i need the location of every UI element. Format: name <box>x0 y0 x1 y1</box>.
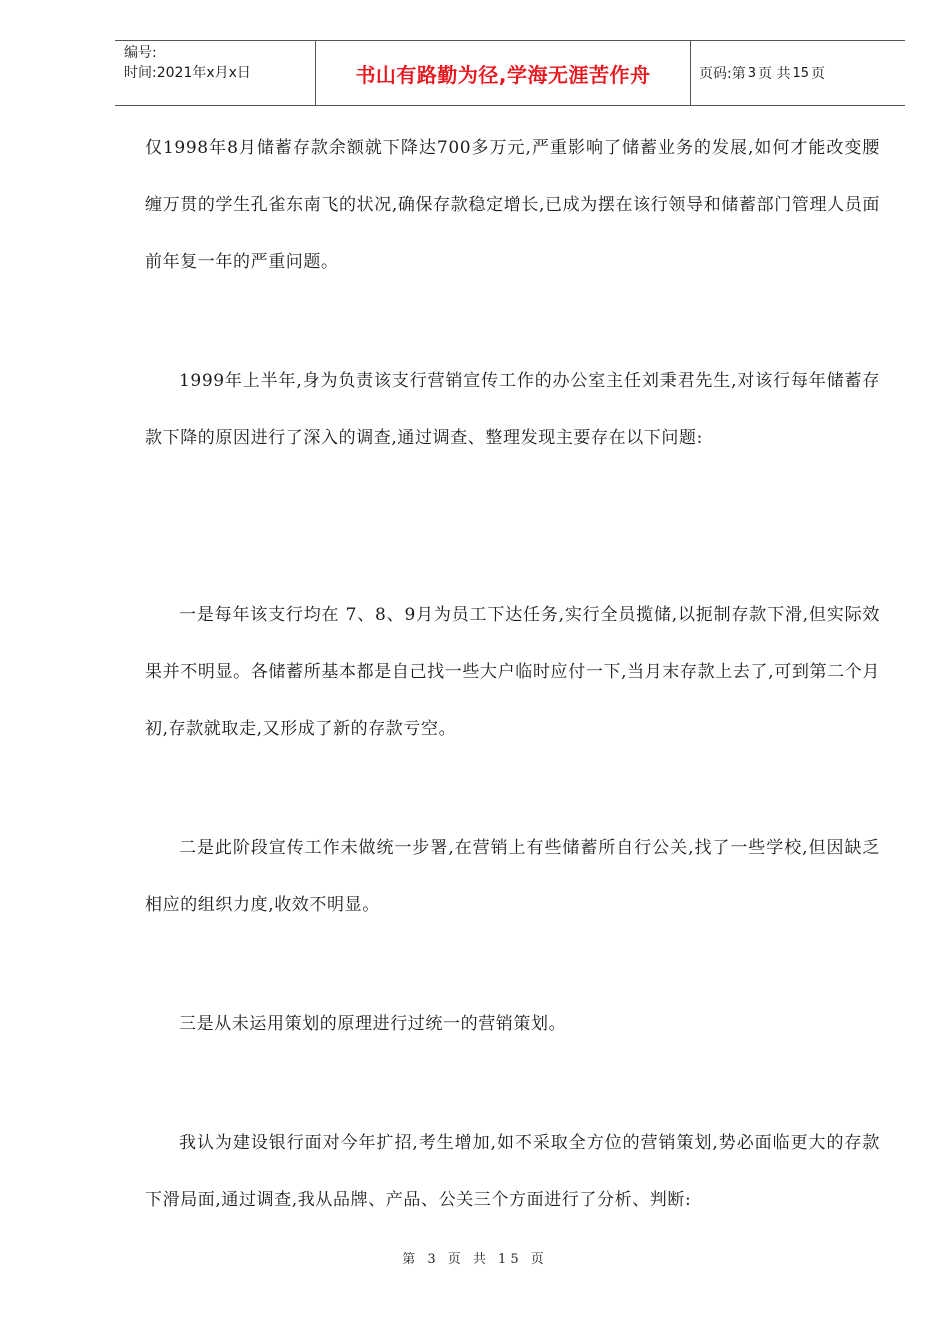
document-body <box>145 120 880 1229</box>
paragraph-6: 我认为建设银行面对今年扩招,考生增加,如不采取全方位的营销策划,势必面临更大的存款下滑局面,通过调查,我从品牌、产品、公关三个方面进行了分析、判断: <box>145 1133 880 1210</box>
page-total: 15 <box>792 65 809 81</box>
page-mid: 页 共 <box>758 66 791 82</box>
paragraph-1: 仅1998年8月储蓄存款余额就下降达700多万元,严重影响了储蓄业务的发展,如何才能改变腰缠万贯的学生孔雀东南飞的状况,确保存款稳定增长,已成为摆在该行领导和储蓄部门管理人员面前年复一年的严重问题。 <box>145 138 880 272</box>
page-footer: 第 3 页 共 15 页 <box>402 1252 548 1267</box>
paragraph-3: 一是每年该支行均在 7、8、9月为员工下达任务,实行全员揽储,以扼制存款下滑,但实际效果并不明显。各储蓄所基本都是自己找一些大户临时应付一下,当月末存款上去了,可到第二个月初,存款就取走,又形成了新的存款亏空。 <box>145 605 880 739</box>
header-meta <box>115 41 316 105</box>
paragraph-2: 1999年上半年,身为负责该支行营销宣传工作的办公室主任刘秉君先生,对该行每年储蓄存款下降的原因进行了深入的调查,通过调查、整理发现主要存在以下问题: <box>145 371 880 448</box>
paragraph-5: 三是从未运用策划的原理进行过统一的营销策划。 <box>179 1014 567 1034</box>
paragraph-4: 二是此阶段宣传工作未做统一步署,在营销上有些储蓄所自行公关,找了一些学校,但因缺乏相应的组织力度,收效不明显。 <box>145 838 880 915</box>
page-current: 3 <box>747 65 756 81</box>
header-motto: 书山有路勤为径,学海无涯苦作舟 <box>316 41 691 105</box>
page-header <box>115 40 905 106</box>
serial-number-label: 编号: <box>124 45 157 61</box>
page-prefix: 页码:第 <box>699 66 746 82</box>
header-page-number <box>690 41 905 105</box>
page-suffix: 页 <box>811 66 825 82</box>
time-label: 时间:2021年x月x日 <box>124 65 251 81</box>
